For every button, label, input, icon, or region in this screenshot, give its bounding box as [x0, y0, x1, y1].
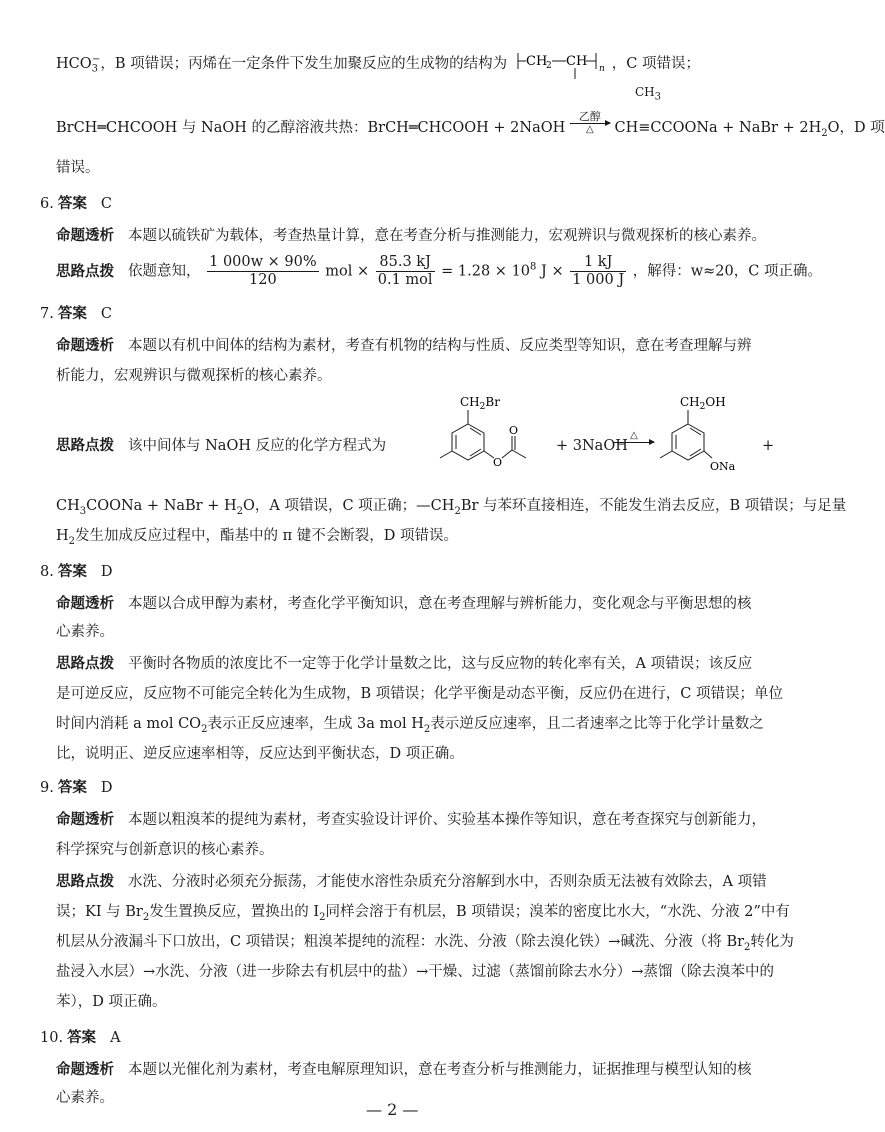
q7-hint: 思路点拨 该中间体与 NaOH 反应的化学方程式为 [56, 438, 387, 454]
product-structure [650, 392, 760, 482]
fraction-heat: $\frac{85.3 kJ}{\text{0.1 mol}}$ [377, 254, 433, 288]
q10-answer: 10. 答案 A [40, 1030, 121, 1046]
fraction-mass: $\frac{1 000w \times 90\%}{120}$ [209, 254, 317, 288]
reaction-arrow-2: △ [614, 430, 654, 443]
svg-text:2: 2 [545, 61, 552, 71]
svg-text:O: O [509, 424, 519, 437]
q8-answer: 8. 答案 D [40, 564, 113, 580]
polypropylene-structure [512, 47, 612, 87]
page-number: — 2 — [366, 1100, 419, 1119]
q9-intent-1: 命题透析 本题以粗溴苯的提纯为素材，考查实验设计评价、实验基本操作等知识，意在考查探究与创新能力， [56, 812, 766, 828]
q7-cont-1: $CH_3COONa$ + NaBr + $H_2O$，A 项错误，C 项正确；$—CH_2Br$ 与苯环直接相连，不能发生消去反应，B 项错误；与足量 [56, 498, 847, 517]
svg-text:CH2Br: $CH_2Br$ [460, 395, 500, 412]
svg-text:CH: CH [525, 54, 548, 69]
q7-plus-end: + [762, 438, 775, 454]
q9-answer: 9. 答案 D [40, 780, 113, 796]
q8-intent-1: 命题透析 本题以合成甲醇为素材，考查化学平衡知识，意在考查理解与辨析能力，变化观念与平衡思想的核 [56, 596, 752, 612]
q8-hint-2: 是可逆反应，反应物不可能完全转化为生成物，B 项错误；化学平衡是动态平衡，反应仍在进行，C 项错误；单位 [56, 686, 783, 702]
q7-cont-2: $H_2$发生加成反应过程中，酯基中的 π 键不会断裂，D 项错误。 [56, 528, 459, 547]
svg-text:CH: CH [565, 54, 588, 69]
q10-intent-1: 命题透析 本题以光催化剂为素材，考查电解原理知识，意在考查分析与推测能力，证据推理与模型认知的核 [56, 1062, 752, 1078]
q6-hint: 思路点拨 依题意知， $\frac{1 000w \times 90\%}{120}$ mol × $\frac{85.3 kJ}{\text{0.1 mol}}$ = $1.28 \times 10^8$ J × $\frac{1 kJ}{1 000 J}$ ，解得：w≈20，C 项正确。 [56, 254, 822, 288]
reactant-structure [430, 392, 550, 482]
reaction-arrow: 乙醇 △ [570, 111, 610, 136]
q6-intent: 命题透析 本题以硫铁矿为载体，考查热量计算，意在考查分析与推测能力，宏观辨识与微观探析的核心素养。 [56, 228, 766, 244]
q8-hint-3: 时间内消耗 a mol $CO_2$表示正反应速率，生成 3a mol $H_2$表示逆反应速率，且二者速率之比等于化学计量数之 [56, 716, 764, 735]
q8-intent-2: 心素养。 [56, 624, 114, 640]
q8-hint-4: 比，说明正、逆反应速率相等，反应达到平衡状态，D 项正确。 [56, 746, 464, 762]
q5-cont-line-3: 错误。 [56, 160, 100, 176]
q9-intent-2: 科学探究与创新意识的核心素养。 [56, 842, 274, 858]
q7-intent-1: 命题透析 本题以有机中间体的结构为素材，考查有机物的结构与性质、反应类型等知识，意在考查理解与辨 [56, 338, 752, 354]
svg-text:ONa: ONa [710, 460, 736, 473]
q9-hint-4: 盐浸入水层）→水洗、分液（进一步除去有机层中的盐）→干燥、过滤（蒸馏前除去水分）→蒸馏（除去溴苯中的 [56, 964, 774, 980]
svg-text:O: O [493, 456, 503, 469]
q6-answer: 6. 答案 C [40, 196, 112, 212]
q9-hint-2: 误；KI 与 $Br_2$发生置换反应，置换出的 $I_2$同样会溶于有机层，B 项错误；溴苯的密度比水大，“水洗、分液 2”中有 [56, 904, 790, 923]
q10-intent-2: 心素养。 [56, 1090, 114, 1106]
svg-text:CH2OH: $CH_2OH$ [680, 395, 726, 412]
q7-answer: 7. 答案 C [40, 306, 112, 322]
q5-cont-line-2: BrCH═CHCOOH 与 NaOH 的乙醇溶液共热：BrCH═CHCOOH + 2NaOH 乙醇 △ CH≡CCOONa + NaBr + $2H_2O$，D 项 [56, 109, 885, 139]
q9-hint-1: 思路点拨 水洗、分液时必须充分振荡，才能使水溶性杂质充分溶解到水中，否则杂质无法被有效除去，A 项错 [56, 874, 767, 890]
fraction-unit: $\frac{1 kJ}{1 000 J}$ [572, 254, 625, 288]
q9-hint-5: 苯），D 项正确。 [56, 994, 167, 1010]
q7-plus-naoh: + 3NaOH [556, 438, 628, 454]
q8-hint-1: 思路点拨 平衡时各物质的浓度比不一定等于化学计量数之比，这与反应物的转化率有关，A 项错误；该反应 [56, 656, 753, 672]
q5-cont-line-1: $HCO_3^-$，B 项错误；丙烯在一定条件下发生加聚反应的生成物的结构为 CH 2 CH n ，C 项错误； [56, 50, 700, 87]
poly-ch3-label: $CH_3$ [635, 85, 662, 103]
q7-intent-2: 析能力，宏观辨识与微观探析的核心素养。 [56, 368, 332, 384]
q9-hint-3: 机层从分液漏斗下口放出，C 项错误；粗溴苯提纯的流程：水洗、分液（除去溴化铁）→碱洗、分液（将 $Br_2$转化为 [56, 934, 794, 953]
svg-text:n: n [598, 64, 605, 74]
